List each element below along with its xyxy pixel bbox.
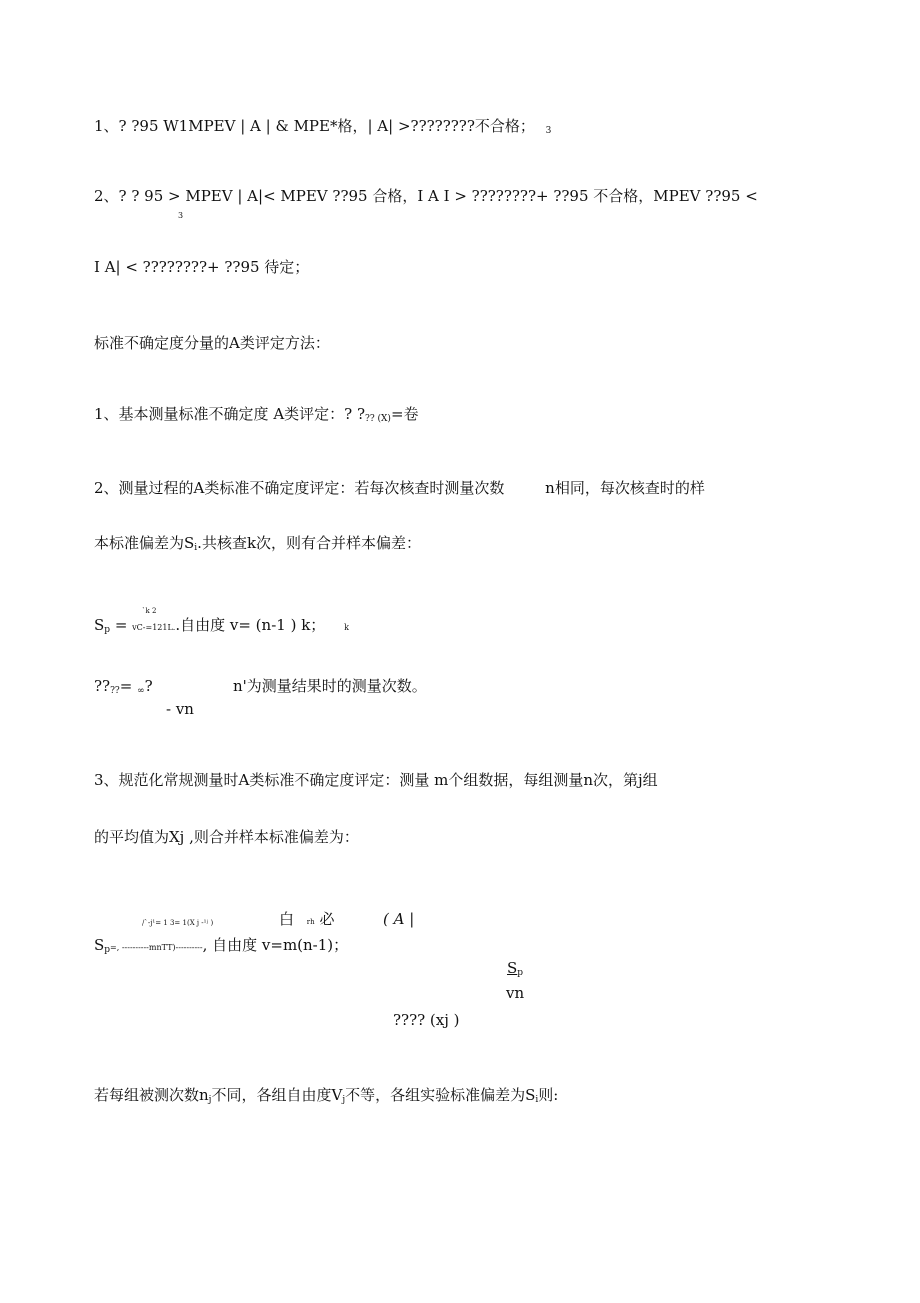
- rule-1-text: 1、? ?95 W1MPEV | A | & MPE*格，| A| >????????不合格；: [94, 117, 535, 135]
- formula-3-sp2-sub: p: [517, 968, 524, 978]
- item-1: [94, 404, 419, 429]
- item-1-text: 1、基本测量标准不确定度 A类评定：? ?: [94, 405, 365, 423]
- item-3-line-1: 3、规范化常规测量时A类标准不确定度评定：测量 m个组数据，每组测量n次，第j组: [94, 771, 658, 789]
- formula-1-text: .自由度 v= (n-1 ) k；: [175, 616, 326, 634]
- formula-3-dash: ----------mnTT)----------: [121, 943, 203, 952]
- last-d: 则:: [538, 1086, 559, 1104]
- formula-2-sub1: ??: [110, 686, 120, 696]
- formula-2-sub2: ∞: [137, 686, 145, 696]
- formula-1-eq: =: [110, 616, 133, 634]
- section-heading: 标准不确定度分量的A类评定方法：: [94, 334, 330, 352]
- formula-3-sp-sub: p: [104, 945, 111, 955]
- formula-2-q: ?: [144, 677, 153, 695]
- last-sub2: j: [342, 1095, 346, 1105]
- formula-2: [94, 676, 153, 701]
- last-a: 若每组被测次数n: [94, 1086, 209, 1104]
- formula-3-mid: [279, 909, 334, 932]
- rule-2-text: MPEV | A|< MPEV ??95 合格，I A I > ????????+ ??95 不合格，MPEV ??95 <: [185, 187, 758, 205]
- formula-1: [94, 615, 349, 640]
- item-3-line-2: 的平均值为Xj ,则合并样本标准偏差为：: [94, 828, 359, 846]
- formula-3-eq: =,: [110, 943, 122, 952]
- item-2-text-d: .共核查k次，则有合并样本偏差：: [197, 534, 422, 552]
- item-2-sub: i: [194, 543, 198, 553]
- formula-3-mid-a: 白: [279, 910, 295, 928]
- last-b: 不同，各组自由度V: [211, 1086, 343, 1104]
- formula-3-sp2-main: S: [507, 959, 518, 977]
- formula-2-right: n'为测量结果时的测量次数。: [233, 677, 427, 695]
- formula-1-sp-sub: p: [104, 625, 111, 635]
- formula-1-sup: `k 2: [142, 607, 157, 615]
- formula-3-mid-b: rh: [306, 918, 315, 926]
- item-2-text-b: n相同，每次核查时的样: [545, 479, 705, 497]
- rule-2-prefix: 2、? ? 95 >: [94, 187, 186, 205]
- rule-line-2-cont: I A| < ????????+ ??95 待定；: [94, 258, 310, 276]
- item-1-sub: ?? (X): [365, 414, 391, 424]
- formula-3: [94, 935, 348, 960]
- last-sub3: i: [535, 1095, 539, 1105]
- formula-1-frac: vC-=121L.: [132, 623, 176, 632]
- formula-3-top: /`-j¹= 1 3= 1(X j -¹ʲ ): [142, 919, 214, 927]
- item-2-text-c: 本标准偏差为S: [94, 534, 195, 552]
- formula-3-sp2: [507, 958, 523, 983]
- item-2-line-2: [94, 533, 421, 558]
- rule-line-2: [94, 186, 758, 206]
- formula-2-left: ??: [94, 677, 111, 695]
- formula-1-sp: S: [94, 616, 105, 634]
- formula-1-tail: k: [344, 623, 349, 632]
- formula-3-sp: S: [94, 936, 105, 954]
- item-2-line-1: [94, 478, 705, 498]
- formula-3-mid-d: ( A |: [383, 910, 415, 928]
- last-sub1: j: [208, 1095, 212, 1105]
- formula-2-eq: =: [119, 677, 138, 695]
- rule-1-tail: 3: [545, 126, 552, 136]
- item-1-tail: =卷: [390, 405, 419, 423]
- formula-3-vn: vn: [506, 984, 525, 1002]
- rule-2-sup: 3: [178, 211, 184, 220]
- formula-3-mid-c: 必: [319, 910, 335, 928]
- formula-3-text: , 自由度 v=m(n-1)；: [202, 936, 349, 954]
- last-line: [94, 1085, 558, 1110]
- item-2-text-a: 2、测量过程的A类标准不确定度评定：若每次核查时测量次数: [94, 479, 505, 497]
- rule-line-1: [94, 116, 551, 141]
- last-c: 不等，各组实验标准偏差为S: [345, 1086, 536, 1104]
- formula-3-bottom: ???? (xj ): [393, 1011, 460, 1029]
- formula-2-below: - vn: [166, 700, 194, 718]
